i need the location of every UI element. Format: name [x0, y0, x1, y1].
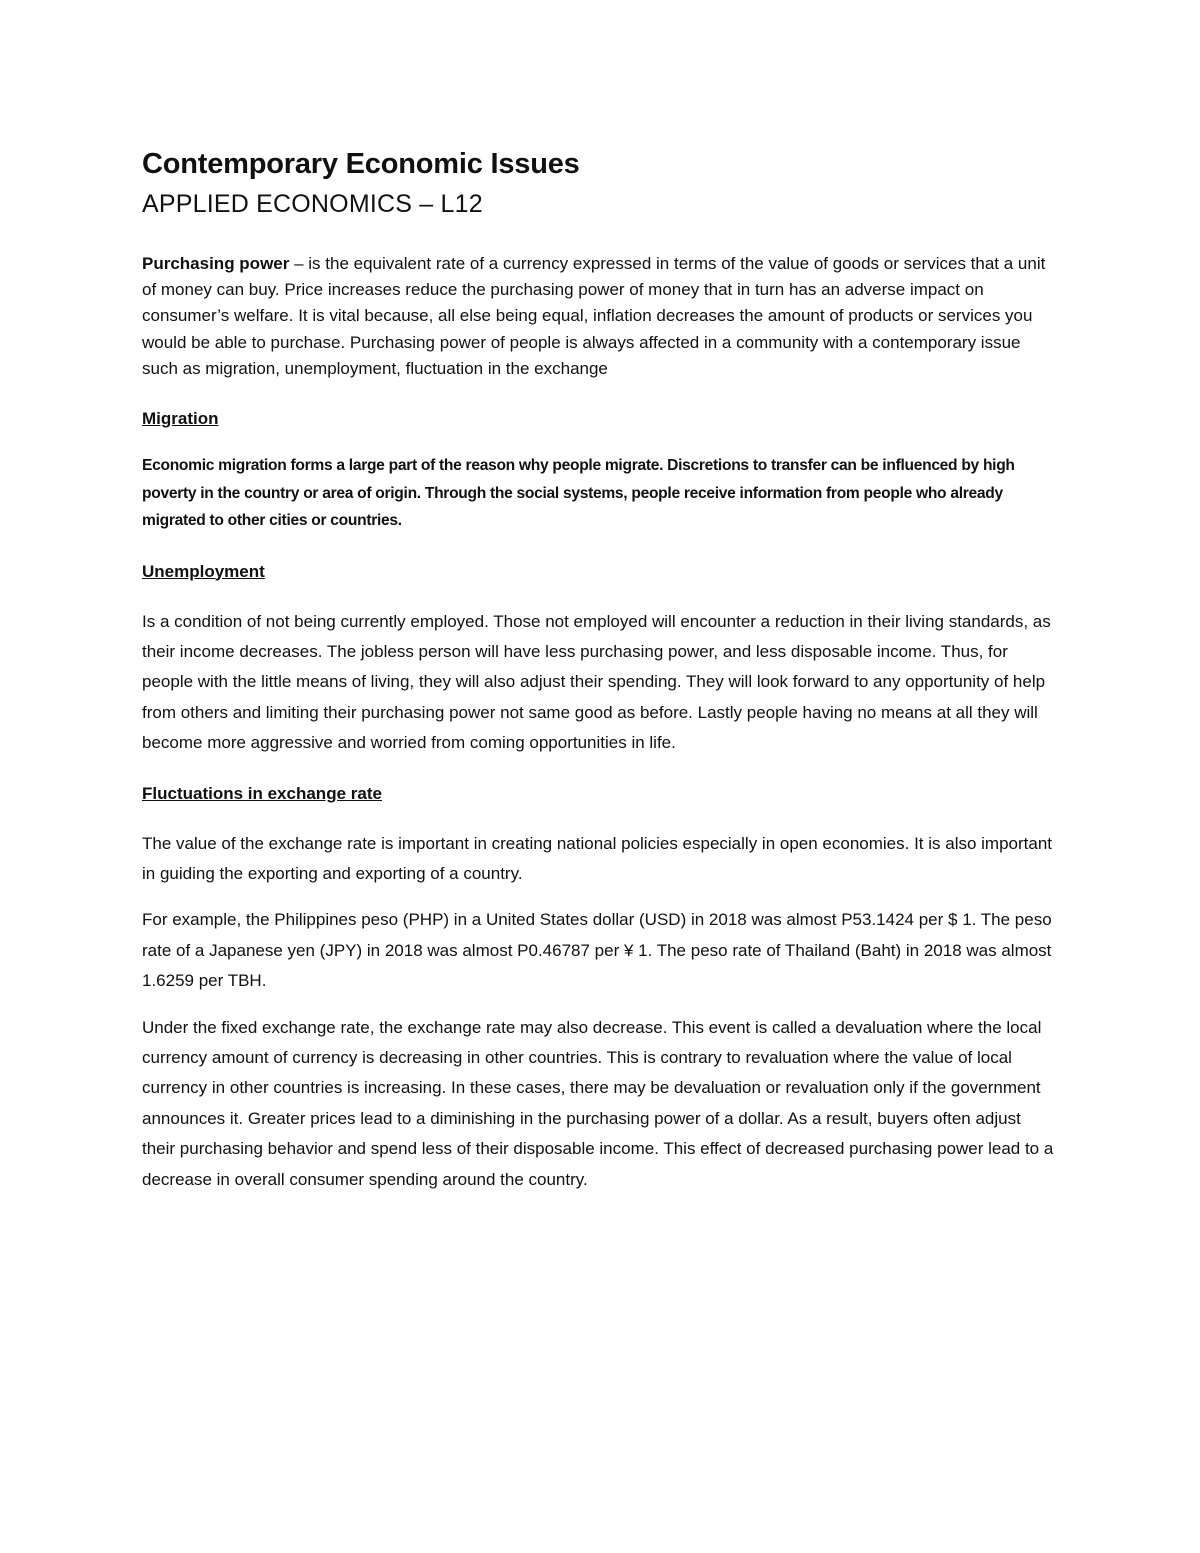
unemployment-paragraph: Is a condition of not being currently employed. Those not employed will encounter a reduction in their living standards, as their income decreases. The jobless person will have less purchasing power, and less disposable income. Thus, for people with the little means of living, they will also adjust their spending. They will look forward to any opportunity of help from others and limiting their purchasing power not same good as before. Lastly people having no means at all they will become more aggressive and worried from coming opportunities in life.	[142, 611, 1051, 753]
document-title: Contemporary Economic Issues	[142, 148, 580, 180]
document-subtitle: APPLIED ECONOMICS – L12	[142, 190, 483, 218]
exchange-example-paragraph: For example, the Philippines peso (PHP) in a United States dollar (USD) in 2018 was almost P53.1424 per $ 1. The peso rate of a Japanese yen (JPY) in 2018 was almost P0.46787 per ¥ 1. The peso rate of Thailand (Baht) in 2018 was almost 1.6259 per TBH.	[142, 910, 1052, 991]
intro-term: Purchasing power	[142, 254, 290, 273]
intro-text: – is the equivalent rate of a currency expressed in terms of the value of goods or services that a unit of money can buy. Price increases reduce the purchasing power of money that in turn has an adverse impact on consumer’s welfare. It is vital because, all else being equal, inflation decreases the amount of products or services you would be able to purchase. Purchasing power of people is always affected in a community with a contemporary issue such as migration, unemployment, fluctuation in the exchange	[142, 254, 1046, 378]
devaluation-paragraph: Under the fixed exchange rate, the exchange rate may also decrease. This event is called a devaluation where the local currency amount of currency is decreasing in other countries. This is contrary to revaluation where the value of local currency in other countries is increasing. In these cases, there may be devaluation or revaluation only if the government announces it. Greater prices lead to a diminishing in the purchasing power of a dollar. As a result, buyers often adjust their purchasing behavior and spend less of their disposable income. This effect of decreased purchasing power lead to a decrease in overall consumer spending around the country.	[142, 1017, 1054, 1189]
unemployment-heading: Unemployment	[142, 561, 265, 581]
migration-heading: Migration	[142, 409, 219, 429]
exchange-rate-paragraph: The value of the exchange rate is important in creating national policies especially in open economies. It is also important in guiding the exporting and exporting of a country.	[142, 833, 1053, 883]
migration-paragraph: Economic migration forms a large part of the reason why people migrate. Discretions to transfer can be influenced by high poverty in the country or area of origin. Through the social systems, people receive information from people who already migrated to other cities or countries.	[142, 457, 1015, 530]
intro-paragraph	[142, 251, 1057, 382]
document-page	[142, 145, 1057, 1195]
fluctuations-heading: Fluctuations in exchange rate	[142, 783, 382, 803]
